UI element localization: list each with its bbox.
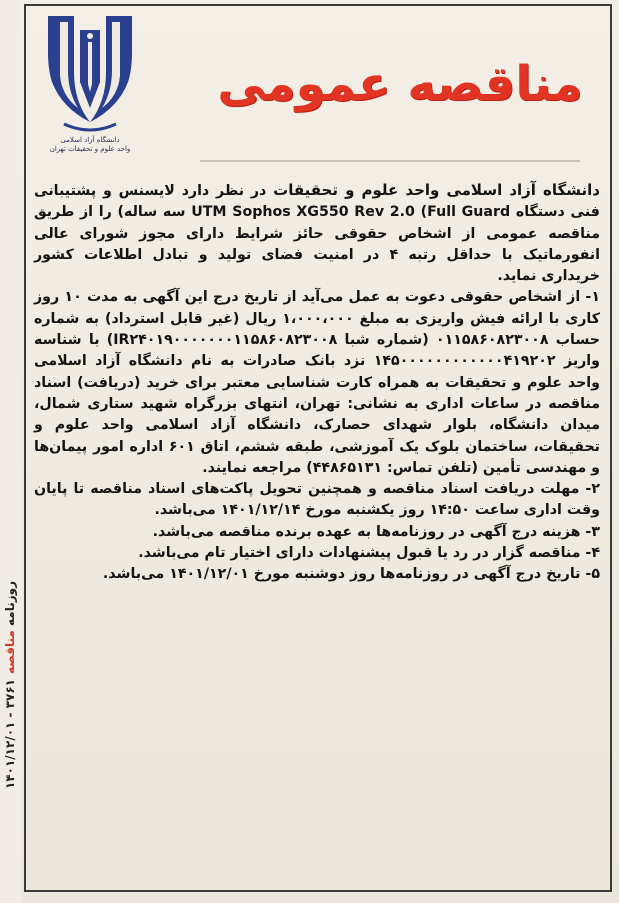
clause-3: ۳- هزینه درج آگهی در روزنامه‌ها به عهده برنده مناقصه می‌باشد. <box>152 523 600 540</box>
emblem-caption <box>40 136 140 154</box>
emblem-graphic <box>44 12 136 137</box>
clause-4: ۴- مناقصه گزار در رد یا قبول پیشنهادات دارای اختیار تام می‌باشد. <box>138 545 600 562</box>
issue-info: ۳۷۶۱ - ۱۴۰۱/۱۲/۰۱ <box>3 678 17 789</box>
side-strip-text <box>3 520 19 850</box>
clause-5: ۵- تاریخ درج آگهی در روزنامه‌ها روز دوشنبه مورخ ۱۴۰۱/۱۲/۰۱ می‌باشد. <box>102 566 600 583</box>
emblem-caption-line1: دانشگاه آزاد اسلامی <box>60 136 120 144</box>
notice-title: مناقصه عمومی <box>217 56 583 112</box>
intro-paragraph <box>34 180 600 287</box>
newspaper-name: روزنامه <box>3 581 17 627</box>
side-strip <box>0 0 22 903</box>
intro-text: در نظر دارد لایسنس و پشتیبانی فنی دستگاه <box>34 183 600 221</box>
clause-1 <box>34 287 600 479</box>
clause-1-text-b: ) با شناسه واریز ۱۴۵۰۰۰۰۰۰۰۰۰۰۰۰۴۱۹۲۰۲ نزد بانک صادرات به نام دانشگاه آزاد اسلامی واحد علوم و تحقیقات به همراه کارت شناسایی معتبر برای خرید (دریافت) اسناد مناقصه در ساعات اداری به نشانی: تهران، انتهای بزرگراه شهید ستاری شمال، میدان دانشگاه، بلوار شهدای حصارک، دانشگاه آزاد اسلامی واحد علوم و تحقیقات، ساختمان بلوک یک آموزشی، طبقه ششم، اتاق ۶۰۱ اداره امور پیمان‌ها و مهندسی تأمین (تلفن تماس: ۴۴۸۶۵۱۳۱) مراجعه نمایند. <box>34 332 601 476</box>
clause-1-text-a: ۱- از اشخاص حقوقی دعوت به عمل می‌آید از تاریخ درج این آگهی به مدت ۱۰ روز کاری با ارائه فیش واریزی به مبلغ ۱،۰۰۰،۰۰۰ ریال (غیر قابل استرداد) به شماره حساب ۰۱۱۵۸۶۰۸۲۳۰۰۸ (شماره شبا <box>34 289 600 349</box>
license-type: Full Guard <box>427 204 511 221</box>
title-divider <box>200 160 580 162</box>
emblem-caption-line2: واحد علوم و تحقیقات تهران <box>49 145 131 153</box>
clause-2: ۲- مهلت دریافت اسناد مناقصه و همچنین تحویل پاکت‌های اسناد مناقصه تا پایان وقت اداری ساعت ۱۴:۵۰ روز یکشنبه مورخ ۱۴۰۱/۱۲/۱۴ می‌باشد. <box>34 481 600 519</box>
notice-body <box>34 180 600 586</box>
intro-text-2: ( <box>414 204 428 221</box>
newspaper-brand: مناقصه <box>3 630 17 675</box>
intro-text-3: سه ساله) را از طریق مناقصه عمومی از اشخاص حقوقی حائز شرایط دارای مجوز شورای عالی انفورماتیک با حداقل رتبه ۴ در امنیت فضای تولید و تبادل اطلاعات کشور خریداری نماید. <box>34 204 600 285</box>
device-model: UTM Sophos XG550 Rev 2.0 <box>191 204 415 221</box>
intro-lead: دانشگاه آزاد اسلامی واحد علوم و تحقیقات <box>273 181 600 199</box>
sheba-number: IR۲۴۰۱۹۰۰۰۰۰۰۰۱۱۵۸۶۰۸۲۳۰۰۸ <box>113 332 338 349</box>
